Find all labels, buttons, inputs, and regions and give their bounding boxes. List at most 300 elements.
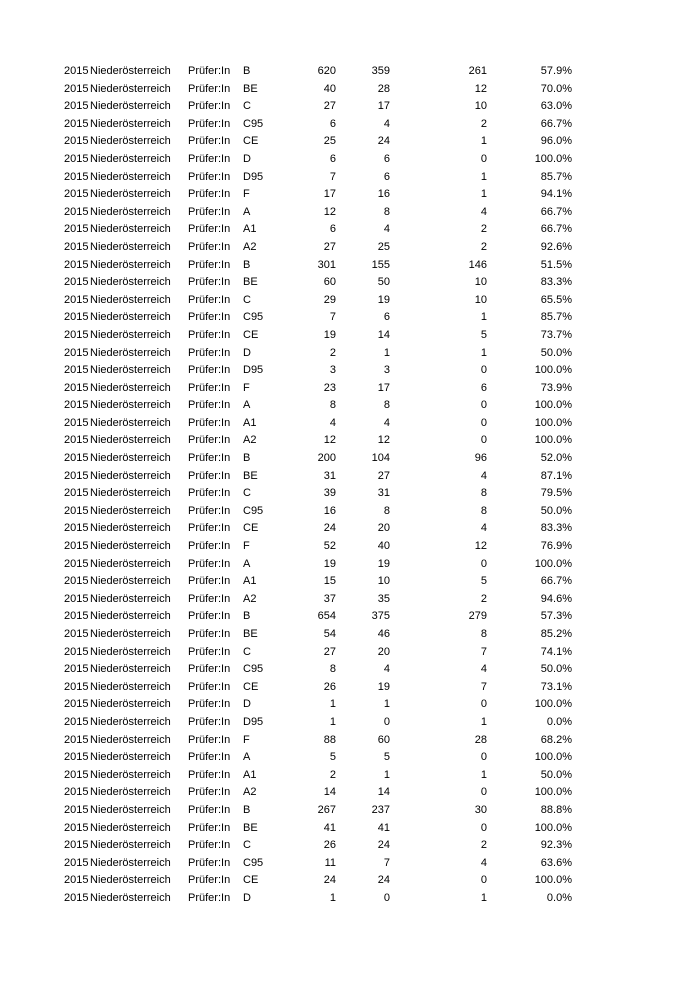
year-cell: 2015: [64, 856, 89, 869]
examiner-cell: Prüfer:In: [188, 416, 231, 429]
region-cell: Niederösterreich: [90, 223, 171, 236]
failed-cell: 10: [474, 293, 487, 306]
license-class-cell: A: [243, 557, 251, 570]
passed-cell: 46: [377, 628, 390, 640]
region-cell: Niederösterreich: [90, 751, 171, 764]
year-cell: 2015: [64, 258, 89, 271]
table-row: [64, 644, 572, 662]
pass-rate-cell: 66.7%: [540, 223, 572, 236]
license-class-cell: BE: [243, 276, 258, 289]
examiner-cell: Prüfer:In: [188, 645, 231, 658]
pass-rate-cell: 66.7%: [540, 575, 572, 588]
year-cell: 2015: [64, 399, 89, 412]
year-cell: 2015: [64, 557, 89, 570]
table-row: [64, 714, 572, 732]
total-cell: 39: [323, 487, 336, 500]
year-cell: 2015: [64, 504, 89, 517]
license-class-cell: A: [243, 751, 251, 764]
failed-cell: 0: [480, 434, 487, 447]
region-cell: Niederösterreich: [90, 328, 171, 341]
passed-cell: 28: [377, 82, 390, 95]
total-cell: 88: [323, 733, 336, 746]
table-row: [64, 802, 572, 820]
table-row: [64, 309, 572, 327]
table-row: [64, 169, 572, 187]
examiner-cell: Prüfer:In: [188, 768, 231, 781]
pass-rate-cell: 74.1%: [540, 645, 572, 658]
region-cell: Niederösterreich: [90, 803, 171, 816]
total-cell: 27: [323, 645, 336, 658]
failed-cell: 4: [480, 205, 487, 218]
license-class-cell: C: [243, 100, 251, 113]
table-row: [64, 239, 572, 257]
pass-rate-cell: 83.3%: [540, 522, 572, 535]
total-cell: 26: [323, 839, 336, 852]
license-class-cell: D95: [243, 170, 264, 183]
table-row: [64, 292, 572, 310]
table-row: [64, 538, 572, 556]
failed-cell: 2: [480, 240, 487, 253]
total-cell: 26: [323, 680, 336, 693]
year-cell: 2015: [64, 540, 89, 553]
failed-cell: 1: [480, 188, 487, 201]
pass-rate-cell: 88.8%: [540, 803, 572, 816]
year-cell: 2015: [64, 293, 89, 306]
table-row: [64, 63, 572, 81]
passed-cell: 50: [377, 276, 390, 289]
examiner-cell: Prüfer:In: [188, 434, 231, 447]
license-class-cell: D: [243, 891, 251, 904]
failed-cell: 0: [480, 416, 487, 429]
passed-cell: 8: [383, 205, 390, 218]
passed-cell: 19: [377, 557, 390, 570]
license-class-cell: F: [243, 733, 250, 746]
passed-cell: 4: [383, 663, 390, 676]
failed-cell: 0: [480, 874, 487, 887]
license-class-cell: B: [243, 452, 251, 465]
year-cell: 2015: [64, 891, 89, 904]
total-cell: 200: [317, 452, 336, 465]
pass-rate-cell: 85.7%: [540, 311, 572, 324]
region-cell: Niederösterreich: [90, 399, 171, 412]
passed-cell: 19: [377, 293, 390, 306]
total-cell: 6: [329, 117, 336, 130]
year-cell: 2015: [64, 240, 89, 253]
table-row: [64, 784, 572, 802]
pass-rate-cell: 100.0%: [534, 786, 572, 799]
passed-cell: 60: [377, 733, 390, 746]
failed-cell: 10: [474, 100, 487, 113]
pass-rate-cell: 50.0%: [540, 346, 572, 359]
pass-rate-cell: 65.5%: [540, 293, 572, 306]
total-cell: 19: [323, 557, 336, 570]
failed-cell: 5: [480, 575, 487, 588]
passed-cell: 14: [377, 786, 390, 799]
table-row: [64, 626, 572, 644]
table-row: [64, 556, 572, 574]
year-cell: 2015: [64, 152, 89, 165]
license-class-cell: C: [243, 839, 251, 852]
examiner-cell: Prüfer:In: [188, 152, 231, 165]
total-cell: 54: [323, 628, 336, 640]
failed-cell: 0: [480, 557, 487, 570]
examiner-cell: Prüfer:In: [188, 240, 231, 253]
region-cell: Niederösterreich: [90, 100, 171, 113]
pass-rate-cell: 94.6%: [540, 592, 572, 605]
license-class-cell: C: [243, 645, 251, 658]
table-row: [64, 116, 572, 134]
pass-rate-cell: 73.9%: [540, 381, 572, 394]
pass-rate-cell: 50.0%: [540, 768, 572, 781]
passed-cell: 31: [377, 487, 390, 500]
table-row: [64, 503, 572, 521]
year-cell: 2015: [64, 592, 89, 605]
failed-cell: 4: [480, 469, 487, 482]
region-cell: Niederösterreich: [90, 628, 171, 640]
passed-cell: 104: [371, 452, 390, 465]
table-row: [64, 732, 572, 750]
region-cell: Niederösterreich: [90, 715, 171, 728]
failed-cell: 261: [468, 65, 487, 77]
year-cell: 2015: [64, 768, 89, 781]
passed-cell: 24: [377, 874, 390, 887]
pass-rate-cell: 100.0%: [534, 874, 572, 887]
pass-rate-cell: 100.0%: [534, 821, 572, 834]
region-cell: Niederösterreich: [90, 540, 171, 553]
total-cell: 27: [323, 240, 336, 253]
year-cell: 2015: [64, 487, 89, 500]
license-class-cell: BE: [243, 469, 258, 482]
table-row: [64, 415, 572, 433]
failed-cell: 1: [480, 768, 487, 781]
year-cell: 2015: [64, 715, 89, 728]
total-cell: 267: [317, 803, 336, 816]
total-cell: 7: [329, 311, 336, 324]
year-cell: 2015: [64, 381, 89, 394]
table-row: [64, 397, 572, 415]
total-cell: 620: [317, 65, 336, 77]
passed-cell: 7: [383, 856, 390, 869]
table-row: [64, 749, 572, 767]
passed-cell: 0: [383, 891, 390, 904]
year-cell: 2015: [64, 65, 89, 77]
passed-cell: 6: [383, 152, 390, 165]
region-cell: Niederösterreich: [90, 821, 171, 834]
pass-rate-cell: 57.3%: [540, 610, 572, 623]
license-class-cell: A2: [243, 240, 257, 253]
failed-cell: 7: [480, 680, 487, 693]
region-cell: Niederösterreich: [90, 575, 171, 588]
total-cell: 8: [329, 663, 336, 676]
total-cell: 3: [329, 364, 336, 377]
year-cell: 2015: [64, 311, 89, 324]
passed-cell: 4: [383, 416, 390, 429]
total-cell: 14: [323, 786, 336, 799]
total-cell: 1: [329, 715, 336, 728]
failed-cell: 10: [474, 276, 487, 289]
failed-cell: 4: [480, 663, 487, 676]
year-cell: 2015: [64, 874, 89, 887]
region-cell: Niederösterreich: [90, 205, 171, 218]
year-cell: 2015: [64, 522, 89, 535]
year-cell: 2015: [64, 328, 89, 341]
license-class-cell: A2: [243, 592, 257, 605]
region-cell: Niederösterreich: [90, 117, 171, 130]
year-cell: 2015: [64, 276, 89, 289]
passed-cell: 6: [383, 170, 390, 183]
region-cell: Niederösterreich: [90, 276, 171, 289]
region-cell: Niederösterreich: [90, 416, 171, 429]
passed-cell: 16: [377, 188, 390, 201]
failed-cell: 6: [480, 381, 487, 394]
region-cell: Niederösterreich: [90, 258, 171, 271]
table-row: [64, 696, 572, 714]
total-cell: 31: [323, 469, 336, 482]
region-cell: Niederösterreich: [90, 170, 171, 183]
failed-cell: 8: [480, 628, 487, 640]
license-class-cell: B: [243, 258, 251, 271]
pass-rate-cell: 73.7%: [540, 328, 572, 341]
table-row: [64, 485, 572, 503]
total-cell: 7: [329, 170, 336, 183]
year-cell: 2015: [64, 803, 89, 816]
table-row: [64, 890, 572, 908]
passed-cell: 4: [383, 117, 390, 130]
passed-cell: 4: [383, 223, 390, 236]
failed-cell: 96: [474, 452, 487, 465]
pass-rate-cell: 85.7%: [540, 170, 572, 183]
failed-cell: 12: [474, 82, 487, 95]
total-cell: 654: [317, 610, 336, 623]
failed-cell: 146: [468, 258, 487, 271]
region-cell: Niederösterreich: [90, 82, 171, 95]
region-cell: Niederösterreich: [90, 469, 171, 482]
failed-cell: 7: [480, 645, 487, 658]
pass-rate-cell: 57.9%: [540, 65, 572, 77]
examiner-cell: Prüfer:In: [188, 346, 231, 359]
examiner-cell: Prüfer:In: [188, 575, 231, 588]
table-row: [64, 767, 572, 785]
year-cell: 2015: [64, 575, 89, 588]
license-class-cell: A: [243, 399, 251, 412]
pass-rate-cell: 70.0%: [540, 82, 572, 95]
region-cell: Niederösterreich: [90, 188, 171, 201]
year-cell: 2015: [64, 170, 89, 183]
table-row: [64, 151, 572, 169]
failed-cell: 0: [480, 152, 487, 165]
failed-cell: 1: [480, 170, 487, 183]
passed-cell: 19: [377, 680, 390, 693]
pass-rate-cell: 92.3%: [540, 839, 572, 852]
pass-rate-cell: 100.0%: [534, 416, 572, 429]
examiner-cell: Prüfer:In: [188, 628, 231, 640]
year-cell: 2015: [64, 416, 89, 429]
pass-rate-cell: 66.7%: [540, 205, 572, 218]
pass-rate-cell: 100.0%: [534, 152, 572, 165]
examiner-cell: Prüfer:In: [188, 223, 231, 236]
examiner-cell: Prüfer:In: [188, 803, 231, 816]
passed-cell: 20: [377, 645, 390, 658]
year-cell: 2015: [64, 610, 89, 623]
region-cell: Niederösterreich: [90, 557, 171, 570]
table-row: [64, 345, 572, 363]
passed-cell: 20: [377, 522, 390, 535]
license-class-cell: C95: [243, 117, 264, 130]
failed-cell: 0: [480, 751, 487, 764]
license-class-cell: B: [243, 610, 251, 623]
examiner-cell: Prüfer:In: [188, 135, 231, 148]
region-cell: Niederösterreich: [90, 452, 171, 465]
passed-cell: 155: [371, 258, 390, 271]
passed-cell: 375: [371, 610, 390, 623]
failed-cell: 1: [480, 715, 487, 728]
table-row: [64, 608, 572, 626]
table-row: [64, 837, 572, 855]
license-class-cell: BE: [243, 628, 258, 640]
region-cell: Niederösterreich: [90, 839, 171, 852]
year-cell: 2015: [64, 434, 89, 447]
examiner-cell: Prüfer:In: [188, 82, 231, 95]
total-cell: 1: [329, 891, 336, 904]
failed-cell: 2: [480, 839, 487, 852]
passed-cell: 35: [377, 592, 390, 605]
region-cell: Niederösterreich: [90, 891, 171, 904]
passed-cell: 27: [377, 469, 390, 482]
passed-cell: 6: [383, 311, 390, 324]
pass-rate-cell: 68.2%: [540, 733, 572, 746]
license-class-cell: C95: [243, 663, 264, 676]
year-cell: 2015: [64, 100, 89, 113]
pass-rate-cell: 94.1%: [540, 188, 572, 201]
license-class-cell: A1: [243, 575, 257, 588]
region-cell: Niederösterreich: [90, 874, 171, 887]
region-cell: Niederösterreich: [90, 522, 171, 535]
license-class-cell: BE: [243, 82, 258, 95]
region-cell: Niederösterreich: [90, 504, 171, 517]
failed-cell: 4: [480, 856, 487, 869]
region-cell: Niederösterreich: [90, 645, 171, 658]
region-cell: Niederösterreich: [90, 733, 171, 746]
failed-cell: 0: [480, 786, 487, 799]
year-cell: 2015: [64, 82, 89, 95]
total-cell: 16: [323, 504, 336, 517]
license-class-cell: B: [243, 65, 251, 77]
examiner-cell: Prüfer:In: [188, 170, 231, 183]
region-cell: Niederösterreich: [90, 856, 171, 869]
license-class-cell: F: [243, 188, 250, 201]
examiner-cell: Prüfer:In: [188, 487, 231, 500]
total-cell: 2: [329, 768, 336, 781]
pass-rate-cell: 96.0%: [540, 135, 572, 148]
table-row: [64, 257, 572, 275]
year-cell: 2015: [64, 663, 89, 676]
passed-cell: 40: [377, 540, 390, 553]
examiner-cell: Prüfer:In: [188, 381, 231, 394]
region-cell: Niederösterreich: [90, 381, 171, 394]
total-cell: 60: [323, 276, 336, 289]
year-cell: 2015: [64, 786, 89, 799]
passed-cell: 5: [383, 751, 390, 764]
examiner-cell: Prüfer:In: [188, 452, 231, 465]
examiner-cell: Prüfer:In: [188, 856, 231, 869]
region-cell: Niederösterreich: [90, 311, 171, 324]
total-cell: 12: [323, 205, 336, 218]
total-cell: 24: [323, 874, 336, 887]
examiner-cell: Prüfer:In: [188, 311, 231, 324]
region-cell: Niederösterreich: [90, 663, 171, 676]
examiner-cell: Prüfer:In: [188, 839, 231, 852]
year-cell: 2015: [64, 117, 89, 130]
year-cell: 2015: [64, 452, 89, 465]
license-class-cell: A1: [243, 416, 257, 429]
table-row: [64, 679, 572, 697]
total-cell: 11: [324, 856, 336, 869]
year-cell: 2015: [64, 839, 89, 852]
examiner-cell: Prüfer:In: [188, 874, 231, 887]
examiner-cell: Prüfer:In: [188, 663, 231, 676]
year-cell: 2015: [64, 223, 89, 236]
license-class-cell: C95: [243, 856, 264, 869]
passed-cell: 8: [383, 399, 390, 412]
license-class-cell: C95: [243, 504, 264, 517]
license-class-cell: B: [243, 803, 251, 816]
table-row: [64, 327, 572, 345]
license-class-cell: A: [243, 205, 251, 218]
total-cell: 2: [329, 346, 336, 359]
examiner-cell: Prüfer:In: [188, 100, 231, 113]
table-row: [64, 362, 572, 380]
year-cell: 2015: [64, 751, 89, 764]
examiner-cell: Prüfer:In: [188, 469, 231, 482]
pass-rate-cell: 83.3%: [540, 276, 572, 289]
region-cell: Niederösterreich: [90, 592, 171, 605]
passed-cell: 24: [377, 839, 390, 852]
license-class-cell: F: [243, 540, 250, 553]
year-cell: 2015: [64, 364, 89, 377]
total-cell: 8: [329, 399, 336, 412]
license-class-cell: CE: [243, 522, 259, 535]
total-cell: 24: [323, 522, 336, 535]
table-row: [64, 820, 572, 838]
pass-rate-cell: 79.5%: [540, 487, 572, 500]
failed-cell: 1: [480, 311, 487, 324]
examiner-cell: Prüfer:In: [188, 540, 231, 553]
pass-rate-cell: 100.0%: [534, 434, 572, 447]
table-row: [64, 380, 572, 398]
table-row: [64, 81, 572, 99]
table-row: [64, 450, 572, 468]
total-cell: 5: [329, 751, 336, 764]
table-row: [64, 274, 572, 292]
license-class-cell: A2: [243, 786, 257, 799]
region-cell: Niederösterreich: [90, 434, 171, 447]
pass-rate-cell: 63.6%: [540, 856, 572, 869]
pass-rate-cell: 100.0%: [534, 698, 572, 711]
failed-cell: 0: [480, 399, 487, 412]
total-cell: 40: [323, 82, 336, 95]
passed-cell: 41: [377, 821, 390, 834]
pass-rate-cell: 87.1%: [540, 469, 572, 482]
passed-cell: 17: [377, 100, 390, 113]
failed-cell: 279: [468, 610, 487, 623]
year-cell: 2015: [64, 346, 89, 359]
total-cell: 4: [329, 416, 336, 429]
year-cell: 2015: [64, 645, 89, 658]
failed-cell: 28: [474, 733, 487, 746]
license-class-cell: D: [243, 152, 251, 165]
examiner-cell: Prüfer:In: [188, 592, 231, 605]
failed-cell: 2: [480, 223, 487, 236]
